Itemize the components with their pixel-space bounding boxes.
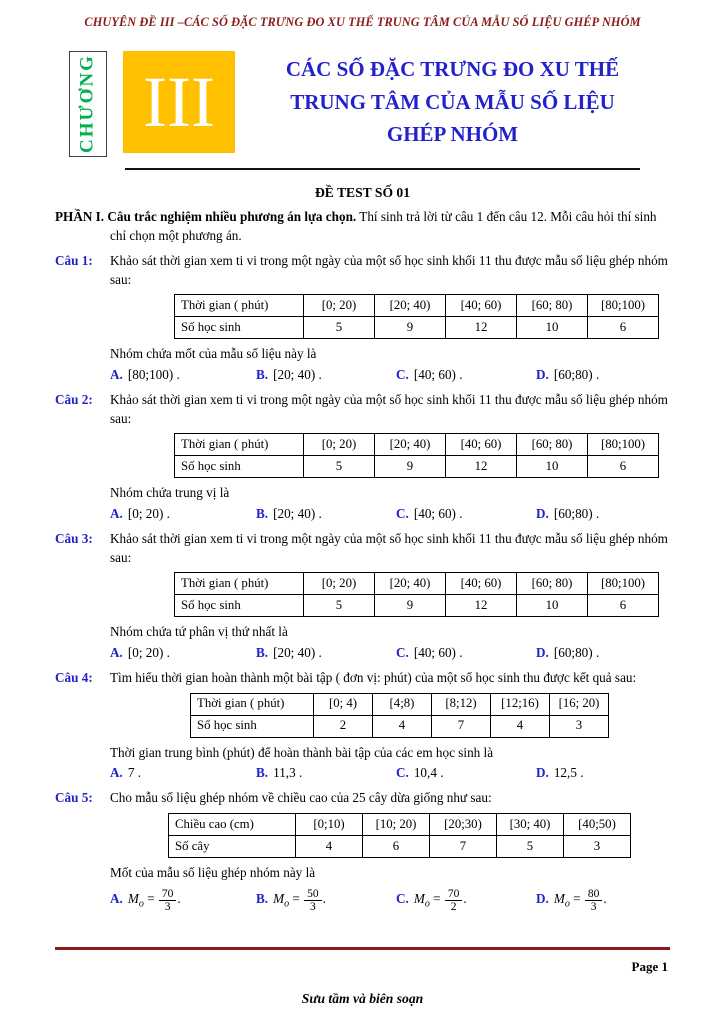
option-text: [0; 20) . <box>127 505 170 521</box>
table-cell: 7 <box>432 715 491 737</box>
period: . <box>322 891 326 907</box>
table-cell: 5 <box>497 835 564 857</box>
option-label: A. <box>110 366 123 382</box>
table-cell: 12 <box>446 456 517 478</box>
option-D <box>536 366 670 384</box>
table-cell: [0; 4) <box>314 693 373 715</box>
question-2-body <box>110 391 670 523</box>
equals-sign: = <box>292 891 300 907</box>
option-B <box>256 764 396 782</box>
table-cell: 2 <box>314 715 373 737</box>
option-label: B. <box>256 644 269 660</box>
table-cell: 10 <box>517 595 588 617</box>
option-text: 7 . <box>127 764 142 780</box>
table-row <box>191 693 609 715</box>
fraction-numerator: 80 <box>585 888 603 901</box>
option-C <box>396 505 536 523</box>
document-footer: Sưu tầm và biên soạn <box>301 990 424 1006</box>
question-1-label: Câu 1: <box>55 253 93 269</box>
option-text: [40; 60) . <box>413 366 463 382</box>
table-cell: [0; 20) <box>304 295 375 317</box>
mode-symbol: M <box>553 891 565 907</box>
option-label: C. <box>396 891 409 907</box>
table-cell: [20;30) <box>430 813 497 835</box>
table-row <box>169 813 631 835</box>
option-text: [0; 20) . <box>127 644 170 660</box>
mode-symbol: M <box>273 891 285 907</box>
option-label: D. <box>536 644 549 660</box>
option-A <box>110 644 256 662</box>
question-5-label: Câu 5: <box>55 790 93 806</box>
table-cell: 3 <box>550 715 609 737</box>
table-row-label: Số cây <box>169 835 296 857</box>
option-text: [20; 40) . <box>273 644 322 660</box>
question-2-options <box>110 505 670 523</box>
option-text: [80;100) . <box>127 366 180 382</box>
chapter-title-line-3: GHÉP NHÓM <box>386 122 519 147</box>
option-B <box>256 888 396 913</box>
option-text: [40; 60) . <box>413 644 463 660</box>
option-text: [20; 40) . <box>273 505 322 521</box>
question-3-options <box>110 644 670 662</box>
table-cell: [0;10) <box>296 813 363 835</box>
question-1-options <box>110 366 670 384</box>
fraction <box>585 888 603 913</box>
question-3-text: Khảo sát thời gian xem ti vi trong một ngày của một số học sinh khối 11 thu được mẫu số liệu ghép nhóm sau: <box>110 531 668 565</box>
question-2 <box>55 391 670 523</box>
fraction <box>445 888 463 913</box>
question-5-text: Cho mẫu số liệu ghép nhóm về chiều cao của 25 cây dừa giống như sau: <box>110 790 492 806</box>
table-cell: [60; 80) <box>517 573 588 595</box>
table-cell: [0; 20) <box>304 434 375 456</box>
table-cell: 6 <box>588 456 659 478</box>
fraction-numerator: 50 <box>304 888 322 901</box>
table-cell: [40;50) <box>564 813 631 835</box>
fraction-numerator: 70 <box>159 888 177 901</box>
footer-rule <box>55 947 670 950</box>
table-row-label: Số học sinh <box>175 595 304 617</box>
table-cell: 12 <box>446 317 517 339</box>
question-5-prompt: Mốt của mẫu số liệu ghép nhóm này là <box>110 864 316 880</box>
option-text <box>273 887 326 913</box>
table-cell: [80;100) <box>588 434 659 456</box>
equals-sign: = <box>433 891 441 907</box>
question-3-label: Câu 3: <box>55 531 93 547</box>
period: . <box>463 891 467 907</box>
table-cell: [20; 40) <box>375 434 446 456</box>
part-note: Thí sinh trả lời từ câu 1 đến câu 12. Mỗi câu hỏi thí sinh chỉ chọn một phương án. <box>110 209 657 243</box>
table-cell: 5 <box>304 317 375 339</box>
chapter-number: III <box>123 51 235 153</box>
question-3-body <box>110 530 670 662</box>
question-5-table <box>168 813 631 858</box>
equals-sign: = <box>573 891 581 907</box>
question-3 <box>55 530 670 662</box>
question-4 <box>55 669 670 782</box>
document-header: CHUYÊN ĐỀ III –CÁC SỐ ĐẶC TRƯNG ĐO XU THẾ TRUNG TÂM CỦA MẪU SỐ LIỆU GHÉP NHÓM <box>84 15 641 29</box>
table-row <box>175 573 659 595</box>
question-4-table <box>190 693 609 738</box>
table-cell: 7 <box>430 835 497 857</box>
option-label: C. <box>396 505 409 521</box>
table-cell: 10 <box>517 456 588 478</box>
table-row-label: Thời gian ( phút) <box>191 693 314 715</box>
fraction <box>304 888 322 913</box>
table-cell: [8;12) <box>432 693 491 715</box>
option-B <box>256 644 396 662</box>
mode-subscript: o <box>424 899 430 911</box>
option-A <box>110 505 256 523</box>
table-cell: 5 <box>304 595 375 617</box>
option-A <box>110 764 256 782</box>
question-5-body <box>110 789 670 916</box>
question-5-options <box>110 884 670 916</box>
table-cell: [80;100) <box>588 573 659 595</box>
option-label: C. <box>396 764 409 780</box>
option-C <box>396 764 536 782</box>
mode-symbol: M <box>127 891 139 907</box>
table-row-label: Thời gian ( phút) <box>175 434 304 456</box>
question-4-options <box>110 764 670 782</box>
table-cell: 6 <box>588 595 659 617</box>
option-text: 11,3 . <box>273 764 303 780</box>
table-row-label: Số học sinh <box>191 715 314 737</box>
table-row-label: Số học sinh <box>175 317 304 339</box>
question-4-body <box>110 669 670 782</box>
option-text: 12,5 . <box>553 764 584 780</box>
fraction-denominator: 3 <box>590 900 597 913</box>
question-3-prompt: Nhóm chứa tứ phân vị thứ nhất là <box>110 624 288 640</box>
option-text: [60;80) . <box>553 644 600 660</box>
option-text <box>413 887 467 913</box>
option-label: A. <box>110 764 123 780</box>
mode-subscript: o <box>138 899 144 911</box>
table-cell: [30; 40) <box>497 813 564 835</box>
mode-symbol: M <box>413 891 425 907</box>
fraction-denominator: 2 <box>450 900 457 913</box>
option-label: B. <box>256 505 269 521</box>
question-4-prompt: Thời gian trung bình (phút) để hoàn thành bài tập của các em học sinh là <box>110 744 494 760</box>
period: . <box>177 891 181 907</box>
option-D <box>536 888 670 913</box>
table-cell: 4 <box>491 715 550 737</box>
option-D <box>536 644 670 662</box>
question-2-table <box>174 433 659 478</box>
table-cell: 6 <box>588 317 659 339</box>
option-text: [20; 40) . <box>273 366 322 382</box>
chapter-underline <box>125 168 640 170</box>
fraction-numerator: 70 <box>445 888 463 901</box>
option-label: B. <box>256 366 269 382</box>
table-row-label: Thời gian ( phút) <box>175 295 304 317</box>
part-heading-paragraph <box>55 208 670 245</box>
table-cell: [10; 20) <box>363 813 430 835</box>
table-cell: [60; 80) <box>517 434 588 456</box>
table-cell: 9 <box>375 456 446 478</box>
question-2-prompt: Nhóm chứa trung vị là <box>110 485 230 501</box>
option-label: C. <box>396 366 409 382</box>
option-C <box>396 366 536 384</box>
option-A <box>110 888 256 913</box>
question-1 <box>55 252 670 384</box>
table-cell: [80;100) <box>588 295 659 317</box>
equals-sign: = <box>147 891 155 907</box>
question-1-body <box>110 252 670 384</box>
option-C <box>396 644 536 662</box>
table-cell: 9 <box>375 317 446 339</box>
table-row <box>175 595 659 617</box>
table-cell: [0; 20) <box>304 573 375 595</box>
table-cell: 9 <box>375 595 446 617</box>
table-cell: [16; 20) <box>550 693 609 715</box>
option-label: D. <box>536 891 549 907</box>
table-cell: [40; 60) <box>446 573 517 595</box>
chapter-side-label: CHƯƠNG <box>69 51 107 157</box>
option-text: [60;80) . <box>553 366 600 382</box>
option-C <box>396 888 536 913</box>
table-cell: [20; 40) <box>375 573 446 595</box>
chapter-banner <box>55 51 670 157</box>
table-cell: [40; 60) <box>446 434 517 456</box>
table-cell: 12 <box>446 595 517 617</box>
table-cell: 3 <box>564 835 631 857</box>
option-A <box>110 366 256 384</box>
table-cell: [60; 80) <box>517 295 588 317</box>
table-row <box>175 295 659 317</box>
period: . <box>603 891 607 907</box>
option-B <box>256 505 396 523</box>
option-label: D. <box>536 366 549 382</box>
table-cell: [40; 60) <box>446 295 517 317</box>
fraction-denominator: 3 <box>164 900 171 913</box>
option-label: A. <box>110 891 123 907</box>
fraction-denominator: 3 <box>310 900 316 913</box>
option-B <box>256 366 396 384</box>
table-cell: 4 <box>296 835 363 857</box>
question-1-text: Khảo sát thời gian xem ti vi trong một ngày của một số học sinh khối 11 thu được mẫu số liệu ghép nhóm sau: <box>110 253 668 287</box>
question-3-table <box>174 572 659 617</box>
option-label: B. <box>256 764 269 780</box>
table-row <box>191 715 609 737</box>
option-text <box>127 887 181 913</box>
question-4-label: Câu 4: <box>55 670 93 686</box>
question-2-text: Khảo sát thời gian xem ti vi trong một ngày của một số học sinh khối 11 thu được mẫu số liệu ghép nhóm sau: <box>110 392 668 426</box>
part-heading: PHẦN I. Câu trắc nghiệm nhiều phương án lựa chọn. <box>55 209 357 225</box>
table-row-label: Chiều cao (cm) <box>169 813 296 835</box>
table-cell: [12;16) <box>491 693 550 715</box>
mode-subscript: o <box>564 899 570 911</box>
option-label: A. <box>110 505 123 521</box>
table-cell: 6 <box>363 835 430 857</box>
table-row <box>175 317 659 339</box>
chapter-title <box>235 51 670 151</box>
table-cell: 5 <box>304 456 375 478</box>
table-row <box>169 835 631 857</box>
table-row <box>175 456 659 478</box>
option-text: [40; 60) . <box>413 505 463 521</box>
option-label: B. <box>256 891 269 907</box>
option-label: D. <box>536 505 549 521</box>
page-number: Page 1 <box>631 958 668 974</box>
option-D <box>536 505 670 523</box>
table-row <box>175 434 659 456</box>
option-D <box>536 764 670 782</box>
question-5 <box>55 789 670 916</box>
table-cell: [4;8) <box>373 693 432 715</box>
table-cell: 4 <box>373 715 432 737</box>
chapter-title-line-1: CÁC SỐ ĐẶC TRƯNG ĐO XU THẾ <box>285 57 620 82</box>
table-row-label: Số học sinh <box>175 456 304 478</box>
option-text: [60;80) . <box>553 505 600 521</box>
question-2-label: Câu 2: <box>55 392 93 408</box>
question-1-table <box>174 294 659 339</box>
fraction <box>159 888 177 913</box>
option-label: D. <box>536 764 549 780</box>
table-cell: [20; 40) <box>375 295 446 317</box>
question-4-text: Tìm hiểu thời gian hoàn thành một bài tập ( đơn vị: phút) của một số học sinh thu được kết quả sau: <box>110 670 637 686</box>
table-row-label: Thời gian ( phút) <box>175 573 304 595</box>
option-text: 10,4 . <box>413 764 444 780</box>
table-cell: 10 <box>517 317 588 339</box>
question-1-prompt: Nhóm chứa mốt của mẫu số liệu này là <box>110 346 317 362</box>
option-text <box>553 887 607 913</box>
option-label: C. <box>396 644 409 660</box>
chapter-title-line-2: TRUNG TÂM CỦA MẪU SỐ LIỆU <box>290 89 615 114</box>
option-label: A. <box>110 644 123 660</box>
mode-subscript: o <box>284 899 290 911</box>
test-title: ĐỀ TEST SỐ 01 <box>314 185 411 201</box>
